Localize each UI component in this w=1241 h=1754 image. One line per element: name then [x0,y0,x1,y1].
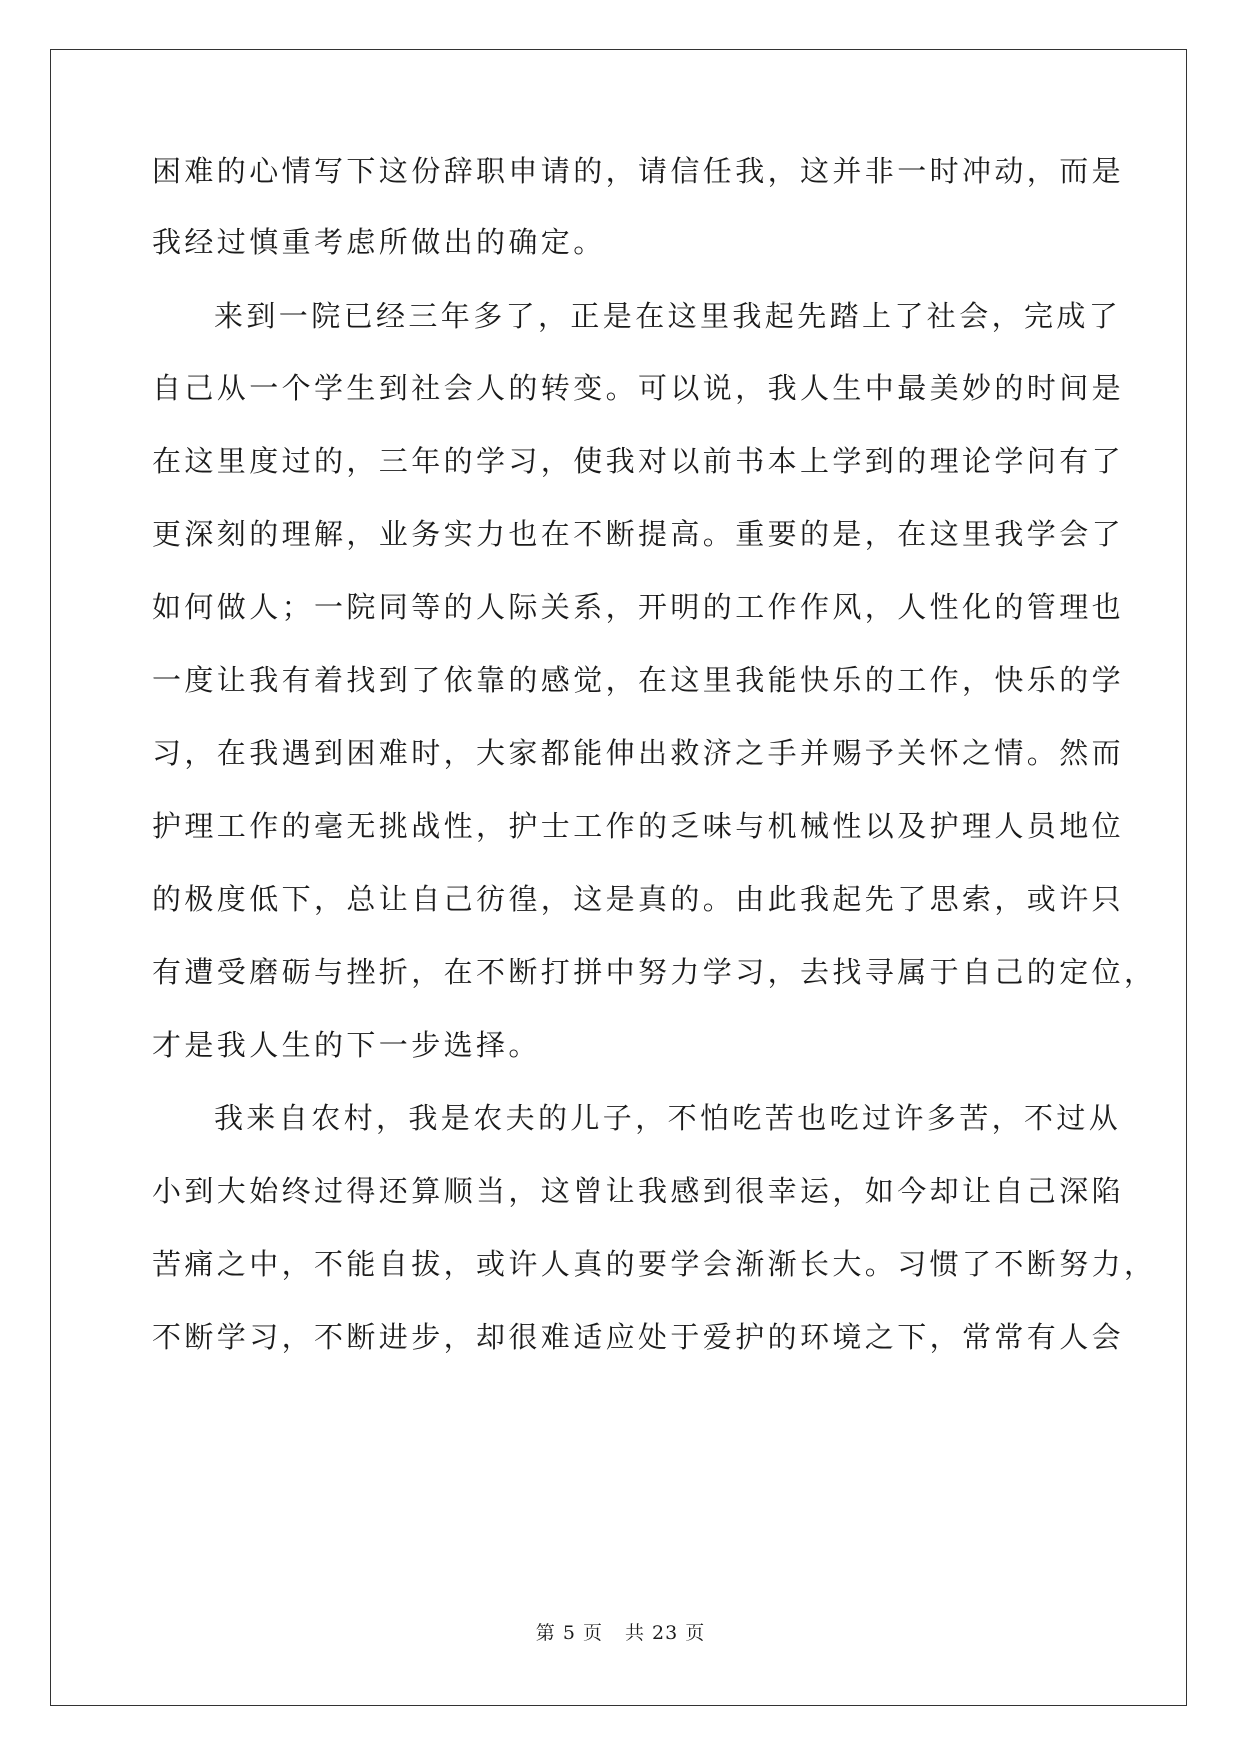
page-footer [0,1618,1241,1645]
text-line: 如何做人；一院同等的人际关系，开明的工作作风，人性化的管理也 [152,590,1125,624]
text-line: 有遭受磨砺与挫折，在不断打拼中努力学习，去找寻属于自己的定位， [152,955,1157,989]
page-number-current: 第 5 页 [535,1622,603,1644]
paragraph-start-line: 来到一院已经三年多了，正是在这里我起先踏上了社会，完成了 [214,299,1122,333]
text-line: 一度让我有着找到了依靠的感觉，在这里我能快乐的工作，快乐的学 [152,663,1125,697]
text-line: 更深刻的理解，业务实力也在不断提高。重要的是，在这里我学会了 [152,517,1125,551]
text-line: 才是我人生的下一步选择。 [152,1028,541,1062]
text-line: 在这里度过的，三年的学习，使我对以前书本上学到的理论学问有了 [152,444,1125,478]
text-line: 困难的心情写下这份辞职申请的，请信任我，这并非一时冲动，而是 [152,154,1125,188]
text-line: 的极度低下，总让自己彷徨，这是真的。由此我起先了思索，或许只 [152,882,1125,916]
text-line: 我经过慎重考虑所做出的确定。 [152,225,606,259]
text-line: 习，在我遇到困难时，大家都能伸出救济之手并赐予关怀之情。然而 [152,736,1125,770]
text-line: 自己从一个学生到社会人的转变。可以说，我人生中最美妙的时间是 [152,371,1125,405]
page-number-total: 共 23 页 [624,1622,706,1644]
paragraph-start-line: 我来自农村，我是农夫的儿子，不怕吃苦也吃过许多苦，不过从 [214,1101,1122,1135]
text-line: 护理工作的毫无挑战性，护士工作的乏味与机械性以及护理人员地位 [152,809,1125,843]
text-line: 苦痛之中，不能自拔，或许人真的要学会渐渐长大。习惯了不断努力， [152,1247,1157,1281]
text-line: 小到大始终过得还算顺当，这曾让我感到很幸运，如今却让自己深陷 [152,1174,1125,1208]
text-line: 不断学习，不断进步，却很难适应处于爱护的环境之下，常常有人会 [152,1320,1125,1354]
